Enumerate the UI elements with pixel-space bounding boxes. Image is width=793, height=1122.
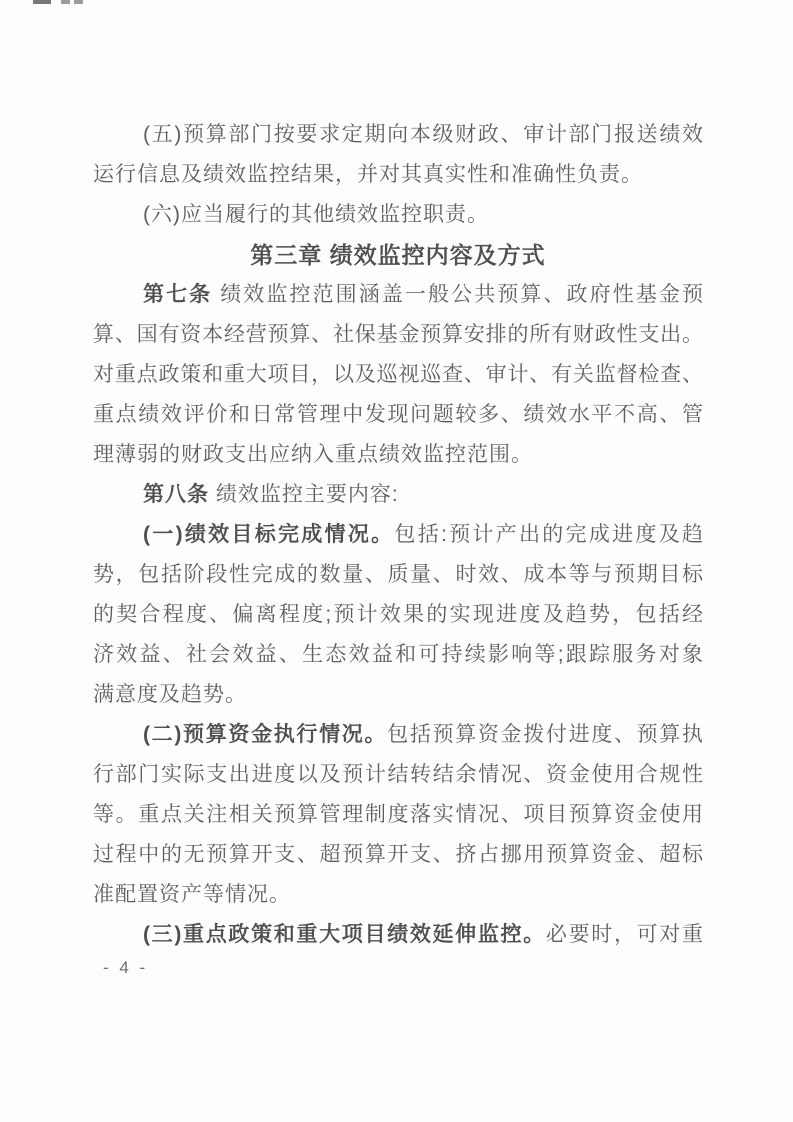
line-text: 准配置资产等情况。 [93, 883, 291, 906]
text-line [93, 635, 703, 675]
chapter-heading-text: 第三章 绩效监控内容及方式 [250, 242, 546, 268]
line-text: 济效益、社会效益、生态效益和可持续影响等;跟踪服务对象 [93, 643, 703, 666]
text-line [93, 355, 703, 395]
article-number: 第八条 [143, 483, 216, 506]
text-line [93, 395, 703, 435]
scan-artifact [33, 0, 51, 4]
line-text: 绩效监控范围涵盖一般公共预算、政府性基金预 [220, 283, 703, 306]
text-line [93, 275, 703, 315]
item-label: (二)预算资金执行情况。 [143, 723, 388, 746]
line-text: 满意度及趋势。 [93, 683, 247, 706]
text-line [93, 435, 703, 475]
text-line [93, 195, 703, 235]
text-line [93, 155, 703, 195]
line-text: 绩效监控主要内容: [215, 483, 399, 506]
chapter-heading [93, 235, 703, 275]
line-text: 必要时，可对重 [545, 923, 703, 946]
line-text: 等。重点关注相关预算管理制度落实情况、项目预算资金使用 [93, 803, 703, 826]
text-line [93, 595, 703, 635]
line-text: 的契合程度、偏离程度;预计效果的实现进度及趋势，包括经 [93, 603, 703, 626]
text-line [93, 915, 703, 955]
text-line [93, 475, 703, 515]
text-line [93, 555, 703, 595]
text-line [93, 875, 703, 915]
page-number: - 4 - [103, 958, 149, 977]
line-text: (六)应当履行的其他绩效监控职责。 [143, 203, 489, 226]
line-text: 过程中的无预算开支、超预算开支、挤占挪用预算资金、超标 [93, 843, 703, 866]
article-number: 第七条 [143, 283, 221, 306]
text-line [93, 755, 703, 795]
scan-artifact [61, 0, 70, 4]
line-text: 势，包括阶段性完成的数量、质量、时效、成本等与预期目标 [93, 563, 703, 586]
item-label: (一)绩效目标完成情况。 [143, 523, 395, 546]
document-body [93, 115, 703, 955]
line-text: 对重点政策和重大项目，以及巡视巡查、审计、有关监督检查、 [93, 363, 703, 386]
text-line [93, 515, 703, 555]
text-line [93, 715, 703, 755]
text-line [93, 675, 703, 715]
text-line [93, 115, 703, 155]
text-line [93, 835, 703, 875]
line-text: 重点绩效评价和日常管理中发现问题较多、绩效水平不高、管 [93, 403, 703, 426]
line-text: 算、国有资本经营预算、社保基金预算安排的所有财政性支出。 [93, 323, 703, 346]
text-line [93, 795, 703, 835]
line-text: 包括:预计产出的完成进度及趋 [394, 523, 703, 546]
line-text: 理薄弱的财政支出应纳入重点绩效监控范围。 [93, 443, 533, 466]
line-text: (五)预算部门按要求定期向本级财政、审计部门报送绩效 [143, 123, 703, 146]
scan-artifact [74, 0, 83, 4]
item-label: (三)重点政策和重大项目绩效延伸监控。 [143, 923, 546, 946]
line-text: 行部门实际支出进度以及预计结转结余情况、资金使用合规性 [93, 763, 703, 786]
text-line [93, 315, 703, 355]
line-text: 包括预算资金拨付进度、预算执 [387, 723, 703, 746]
line-text: 运行信息及绩效监控结果，并对其真实性和准确性负责。 [93, 163, 643, 186]
